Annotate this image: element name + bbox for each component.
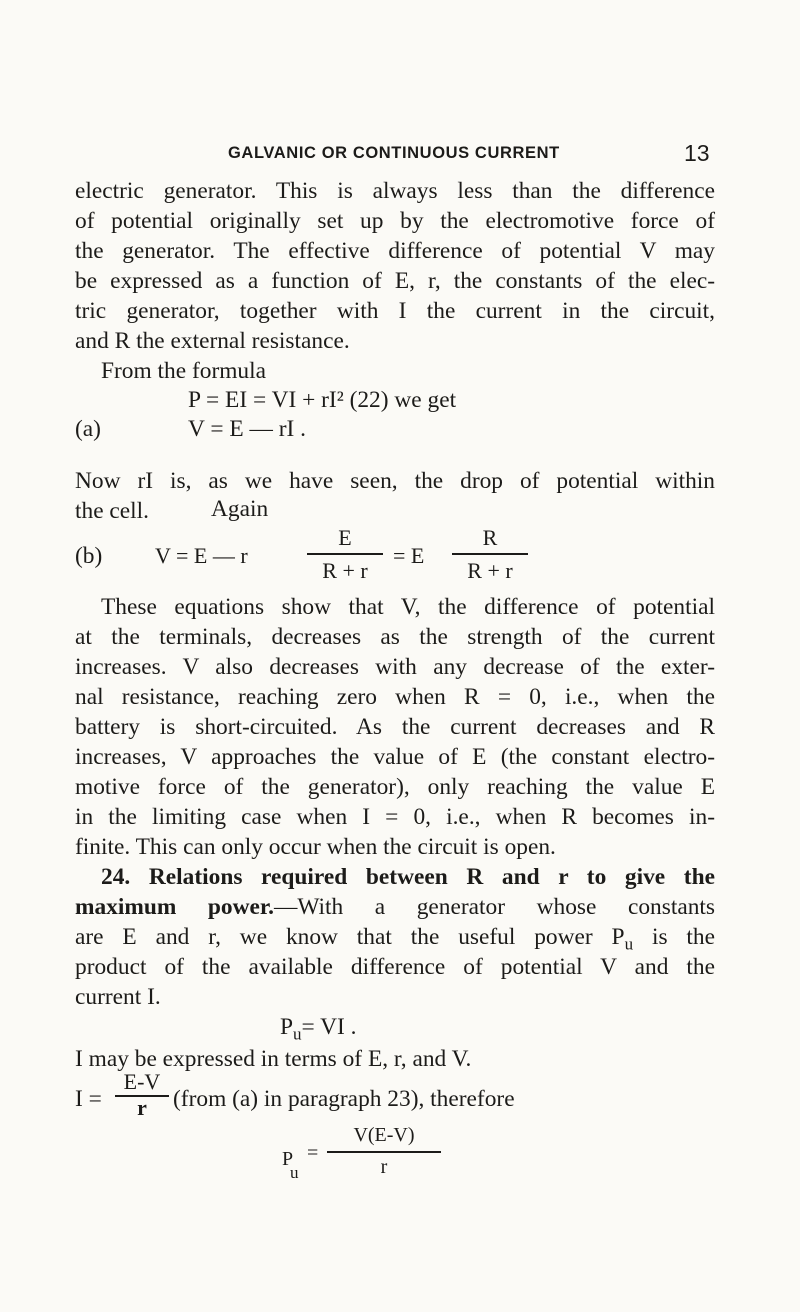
equation-b-frac1-num: E	[338, 525, 352, 550]
para3-line: increases. V also decreases with any decrease of the exter-	[75, 654, 715, 680]
fraction-bar	[452, 553, 528, 555]
section-heading-cont	[75, 892, 715, 922]
section-title: Relations required between R and r to give the	[148, 864, 715, 890]
para4-line: current I.	[75, 984, 161, 1010]
para4-tail: is the	[633, 924, 716, 950]
equation-a: V = E — rI .	[188, 416, 307, 442]
para2-line: the cell.	[75, 498, 150, 524]
fraction-bar	[307, 553, 383, 555]
equation-i-den: r	[137, 1095, 147, 1120]
equation-i-lhs: I =	[75, 1086, 102, 1112]
section-number: 24.	[101, 864, 131, 890]
para3-line: motive force of the generator), only reaching the value E	[75, 774, 715, 800]
equation-b-frac2-den: R + r	[467, 558, 513, 583]
equation-power: P = EI = VI + rI² (22) we get	[188, 387, 457, 413]
para3-line: nal resistance, reaching zero when R = 0, i.e., when the	[75, 684, 715, 710]
equation-b-frac2-num: R	[482, 525, 498, 550]
running-head: GALVANIC OR CONTINUOUS CURRENT	[228, 144, 560, 162]
para1-line: tric generator, together with I the current in the circuit,	[75, 298, 715, 324]
para4-line: product of the available difference of potential V and the	[75, 954, 715, 980]
para3-line: increases, V approaches the value of E (the constant electro-	[75, 744, 715, 770]
equation-b-lhs: V = E — r	[155, 543, 248, 568]
eq-pu-symbol: P	[280, 1014, 294, 1040]
section-text-start: —With a generator whose constants	[273, 894, 715, 920]
again-text: Again	[211, 496, 269, 522]
para1-line: the generator. The effective difference of potential V may	[75, 238, 715, 264]
equation-i-num: E-V	[123, 1069, 161, 1094]
para1-line: electric generator. This is always less than the difference	[75, 178, 715, 204]
equation-b-frac1-den: R + r	[322, 558, 368, 583]
para2-line: Now rI is, as we have seen, the drop of potential within	[75, 468, 715, 494]
para3-line: at the terminals, decreases as the strength of the current	[75, 624, 715, 650]
equation-b-label: (b)	[75, 543, 103, 569]
equation-b-mid: = E	[393, 543, 425, 568]
page-header	[0, 140, 800, 170]
from-formula: From the formula	[101, 358, 267, 384]
para5-line: I may be expressed in terms of E, r, and V.	[75, 1046, 472, 1072]
subscript: u	[624, 934, 634, 954]
equals-sign: =	[307, 1142, 319, 1164]
equation-pu	[280, 1014, 357, 1045]
para1-line: and R the external resistance.	[75, 328, 350, 354]
para4-text: are E and r, we know that the useful power P	[75, 924, 625, 950]
para1-line: of potential originally set up by the electromotive force of	[75, 208, 715, 234]
subscript: u	[290, 1163, 299, 1182]
equation-final-den: r	[380, 1156, 388, 1178]
para3-line: battery is short-circuited. As the current decreases and R	[75, 714, 715, 740]
section-heading	[101, 862, 715, 892]
subscript: u	[293, 1024, 302, 1044]
equation-a-label: (a)	[75, 416, 101, 442]
section-title-cont: maximum power.	[75, 894, 274, 920]
page-number: 13	[684, 140, 710, 166]
fraction-bar	[327, 1151, 441, 1153]
equation-final-lhs: P	[282, 1148, 294, 1170]
para3-line: finite. This can only occur when the circuit is open.	[75, 834, 556, 860]
para3-line: in the limiting case when I = 0, i.e., when R becomes in-	[75, 804, 715, 830]
para1-line: be expressed as a function of E, r, the constants of the elec-	[75, 268, 715, 294]
para3-line: These equations show that V, the difference of potential	[101, 594, 715, 620]
equation-i-tail: (from (a) in paragraph 23), therefore	[173, 1086, 515, 1112]
eq-pu-rest: = VI .	[301, 1014, 357, 1040]
equation-final-num: V(E-V)	[353, 1124, 415, 1146]
